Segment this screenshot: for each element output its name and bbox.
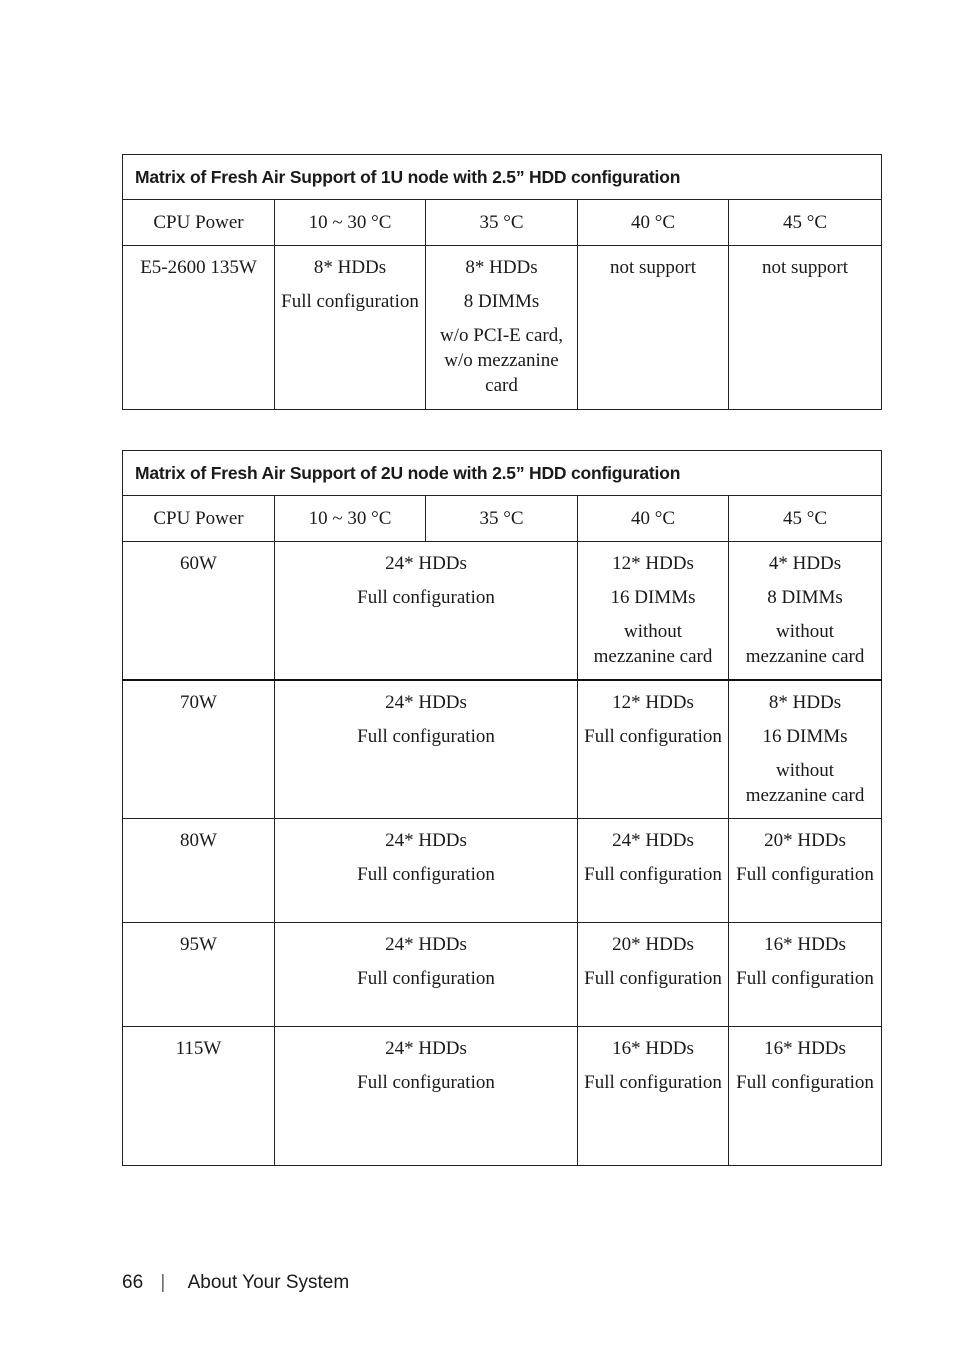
column-header-45c: 45 °C xyxy=(729,496,882,542)
table-caption: Matrix of Fresh Air Support of 1U node with 2.5” HDD configuration xyxy=(123,155,882,200)
cell-line: 24* HDDs xyxy=(385,691,467,713)
cell-line: without mezzanine card xyxy=(593,621,713,667)
cell-10-35c xyxy=(275,680,578,819)
cell-45c xyxy=(729,680,882,819)
cell-45c xyxy=(729,819,882,923)
cell-line: not support xyxy=(762,257,849,278)
cell-line: 20* HDDs xyxy=(764,830,846,851)
fresh-air-matrix-2u xyxy=(122,450,882,1166)
cell-line: 16* HDDs xyxy=(612,1038,694,1059)
cell-line: without mezzanine card xyxy=(745,759,865,806)
cell-line: 8* HDDs xyxy=(313,257,387,278)
table-row xyxy=(123,1027,882,1166)
cpu-power-cell: 80W xyxy=(123,819,275,923)
column-header-40c: 40 °C xyxy=(578,200,729,246)
cell-line: Full configuration xyxy=(357,864,495,885)
cell-line: 16 DIMMs xyxy=(610,587,696,608)
cell-10-35c xyxy=(275,923,578,1027)
cell-line: Full configuration xyxy=(736,864,874,885)
cell-line: Full configuration xyxy=(357,968,495,989)
column-header-40c: 40 °C xyxy=(578,496,729,542)
cell-10-30c xyxy=(275,246,426,410)
column-header-35c: 35 °C xyxy=(426,200,578,246)
cell-line: 24* HDDs xyxy=(612,830,694,851)
cell-line: 8 DIMMs xyxy=(767,587,843,608)
cell-line: Full configuration xyxy=(281,291,419,312)
section-title: About Your System xyxy=(187,1272,350,1293)
column-header-35c: 35 °C xyxy=(426,496,578,542)
cell-line: 16* HDDs xyxy=(764,1038,846,1059)
cell-45c xyxy=(729,542,882,680)
cpu-power-cell: 115W xyxy=(123,1027,275,1166)
cell-40c xyxy=(578,1027,729,1166)
cell-line: without mezzanine card xyxy=(745,621,865,667)
cell-10-35c xyxy=(275,819,578,923)
page-footer xyxy=(122,1272,349,1294)
column-header-45c: 45 °C xyxy=(729,200,882,246)
cell-10-35c xyxy=(275,1027,578,1166)
cell-line: Full configuration xyxy=(584,1072,722,1093)
cell-35c xyxy=(426,246,578,410)
cell-line: not support xyxy=(609,257,697,278)
cell-line: w/o PCI-E card, w/o mezzanine card xyxy=(440,325,563,396)
cell-line: 16 DIMMs xyxy=(762,725,848,747)
cell-line: 24* HDDs xyxy=(385,1038,467,1059)
cpu-power-cell: 70W xyxy=(123,680,275,819)
cell-40c xyxy=(578,819,729,923)
cell-line: 24* HDDs xyxy=(385,553,467,574)
cpu-power-cell: 95W xyxy=(123,923,275,1027)
table-row xyxy=(123,246,882,410)
column-header-10-30c: 10 ~ 30 °C xyxy=(275,496,426,542)
cell-line: 8* HDDs xyxy=(465,257,538,278)
footer-separator: | xyxy=(160,1272,166,1293)
column-header-cpu-power: CPU Power xyxy=(123,200,275,246)
cell-line: Full configuration xyxy=(357,725,495,747)
cell-40c xyxy=(578,923,729,1027)
cell-45c xyxy=(729,1027,882,1166)
cell-line: 20* HDDs xyxy=(612,934,694,955)
cpu-power-cell: 60W xyxy=(123,542,275,680)
cell-45c xyxy=(729,923,882,1027)
cell-line: 8 DIMMs xyxy=(463,291,540,312)
page-number: 66 xyxy=(122,1272,144,1293)
cell-line: Full configuration xyxy=(736,968,874,989)
cell-line: 24* HDDs xyxy=(385,934,467,955)
cell-line: Full configuration xyxy=(357,587,495,608)
cell-40c xyxy=(578,246,729,410)
cell-line: Full configuration xyxy=(584,864,722,885)
cell-line: 16* HDDs xyxy=(764,934,846,955)
fresh-air-matrix-1u xyxy=(122,154,882,410)
cell-45c xyxy=(729,246,882,410)
cell-line: 24* HDDs xyxy=(385,830,467,851)
cell-line: Full configuration xyxy=(736,1072,874,1093)
table-row xyxy=(123,819,882,923)
cell-40c xyxy=(578,680,729,819)
cell-line: Full configuration xyxy=(584,968,722,989)
column-header-cpu-power: CPU Power xyxy=(123,496,275,542)
cell-line: 8* HDDs xyxy=(768,691,842,713)
cell-line: Full configuration xyxy=(357,1072,495,1093)
cell-line: 12* HDDs xyxy=(612,553,694,574)
cell-line: Full configuration xyxy=(584,725,722,747)
cpu-power-cell: E5-2600 135W xyxy=(123,246,275,410)
cell-line: 12* HDDs xyxy=(612,691,694,713)
cell-10-35c xyxy=(275,542,578,680)
table-row xyxy=(123,923,882,1027)
table-row xyxy=(123,680,882,819)
table-caption: Matrix of Fresh Air Support of 2U node with 2.5” HDD configuration xyxy=(123,451,882,496)
column-header-10-30c: 10 ~ 30 °C xyxy=(275,200,426,246)
table-row xyxy=(123,542,882,680)
cell-40c xyxy=(578,542,729,680)
cell-line: 4* HDDs xyxy=(768,553,842,574)
